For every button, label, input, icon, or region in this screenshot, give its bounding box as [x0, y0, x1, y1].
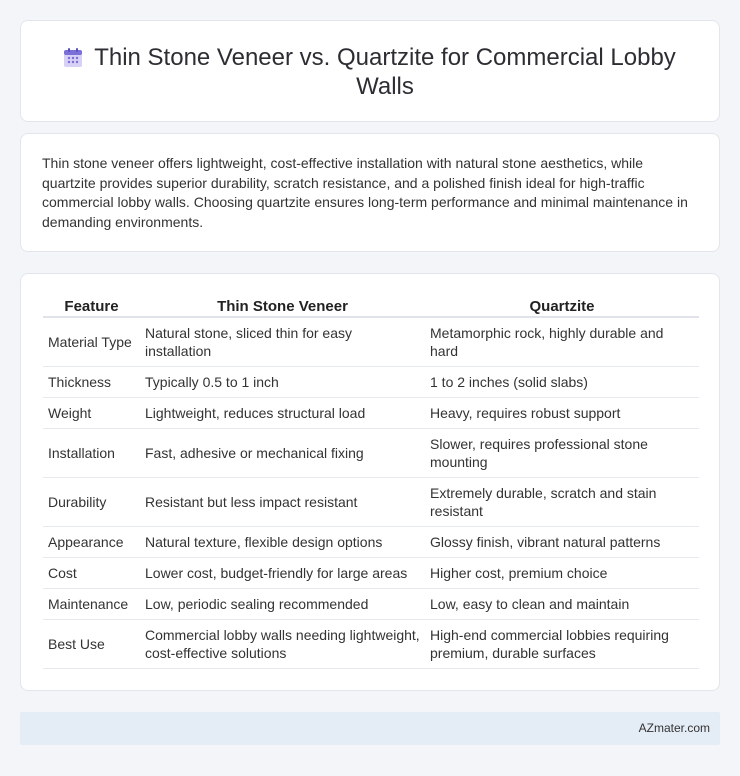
cell-veneer: Lower cost, budget-friendly for large areas — [140, 558, 425, 589]
cell-veneer: Natural stone, sliced thin for easy installation — [140, 318, 425, 367]
cell-feature: Cost — [43, 558, 140, 589]
summary-text: Thin stone veneer offers lightweight, cost-effective installation with natural stone aesthetics, while quartzite provides superior durability, scratch resistance, and a polished finish ideal for high-traffic commercial lobby walls. Choosing quartzite ensures long-term performance and minimal maintenance in demanding environments. — [42, 155, 688, 230]
cell-quartzite: Low, easy to clean and maintain — [425, 589, 699, 620]
header-quartzite: Quartzite — [425, 296, 699, 318]
cell-quartzite: Extremely durable, scratch and stain resistant — [425, 478, 699, 527]
cell-feature: Weight — [43, 398, 140, 429]
cell-feature: Appearance — [43, 527, 140, 558]
table-row — [43, 398, 699, 429]
cell-veneer: Typically 0.5 to 1 inch — [140, 367, 425, 398]
cell-quartzite: Glossy finish, vibrant natural patterns — [425, 527, 699, 558]
cell-feature: Best Use — [43, 620, 140, 669]
cell-quartzite: Heavy, requires robust support — [425, 398, 699, 429]
footer-bar — [20, 712, 720, 745]
cell-feature: Maintenance — [43, 589, 140, 620]
comparison-table-card — [20, 273, 720, 691]
cell-veneer: Lightweight, reduces structural load — [140, 398, 425, 429]
table-row — [43, 620, 699, 669]
cell-feature: Durability — [43, 478, 140, 527]
cell-feature: Material Type — [43, 318, 140, 367]
cell-feature: Installation — [43, 429, 140, 478]
cell-veneer: Fast, adhesive or mechanical fixing — [140, 429, 425, 478]
title-card — [20, 20, 720, 122]
header-feature: Feature — [43, 296, 140, 318]
comparison-table — [43, 296, 699, 669]
footer-brand-link[interactable]: AZmater.com — [638, 721, 710, 735]
cell-veneer: Resistant but less impact resistant — [140, 478, 425, 527]
cell-quartzite: Slower, requires professional stone mounting — [425, 429, 699, 478]
table-row — [43, 478, 699, 527]
cell-veneer: Commercial lobby walls needing lightweight, cost-effective solutions — [140, 620, 425, 669]
cell-quartzite: 1 to 2 inches (solid slabs) — [425, 367, 699, 398]
cell-veneer: Natural texture, flexible design options — [140, 527, 425, 558]
table-row — [43, 429, 699, 478]
table-row — [43, 589, 699, 620]
cell-veneer: Low, periodic sealing recommended — [140, 589, 425, 620]
table-row — [43, 318, 699, 367]
header-thin-stone-veneer: Thin Stone Veneer — [140, 296, 425, 318]
table-header-row — [43, 296, 699, 318]
cell-quartzite: High-end commercial lobbies requiring premium, durable surfaces — [425, 620, 699, 669]
table-row — [43, 558, 699, 589]
page-title: Thin Stone Veneer vs. Quartzite for Commercial Lobby Walls — [94, 44, 676, 100]
table-row — [43, 367, 699, 398]
cell-feature: Thickness — [43, 367, 140, 398]
table-row — [43, 527, 699, 558]
summary-card — [20, 133, 720, 252]
cell-quartzite: Higher cost, premium choice — [425, 558, 699, 589]
cell-quartzite: Metamorphic rock, highly durable and hard — [425, 318, 699, 367]
